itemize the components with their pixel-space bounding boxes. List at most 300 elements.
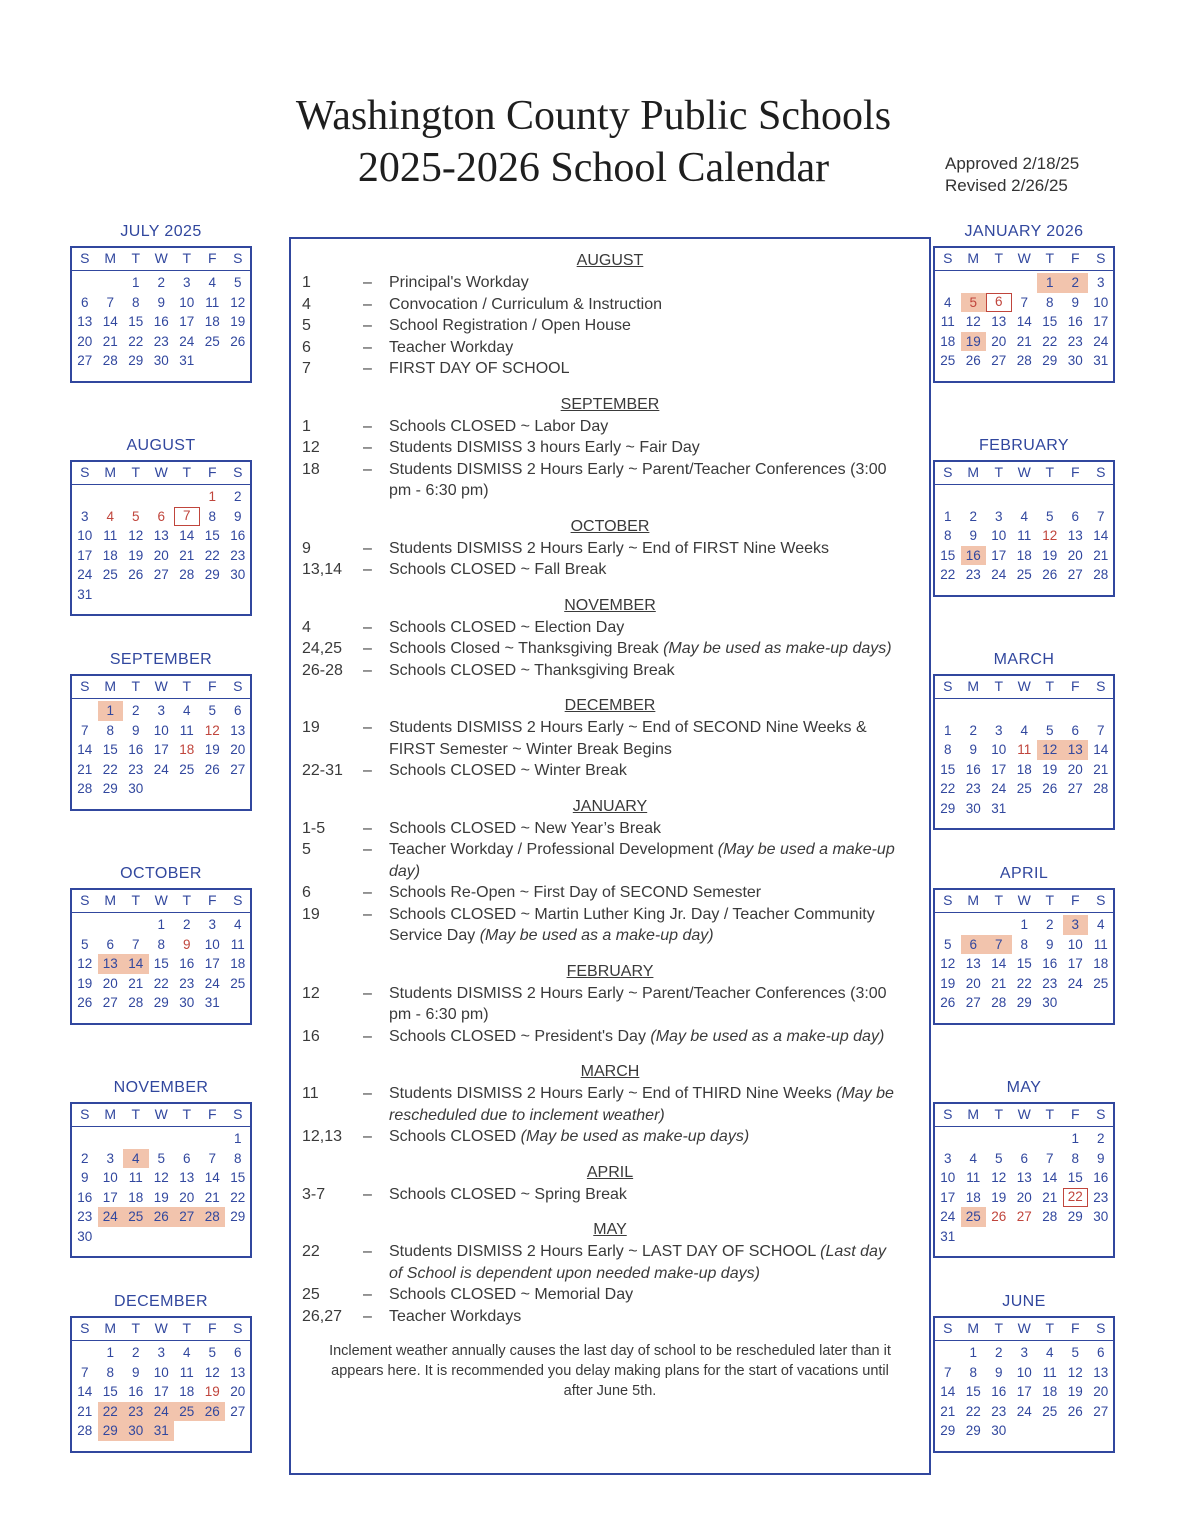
calendar-day: 1 (157, 917, 165, 932)
calendar-day: 8 (1071, 1150, 1079, 1166)
calendar-day: 23 (965, 781, 981, 796)
calendar-day: 17 (1016, 1384, 1032, 1399)
event-dates: 7 (302, 360, 311, 377)
inclement-weather-note: Inclement weather annually causes the last day of school to be rescheduled later than it appears here. It is recommended you delay making plans for the start of vacations until after June 5th. (329, 1343, 891, 1399)
calendar-day: 18 (1016, 761, 1032, 777)
calendar-day: 24 (153, 761, 169, 777)
calendar-empty-cell (1012, 799, 1038, 819)
event-description-text: Schools CLOSED ~ Winter Break (389, 762, 627, 779)
calendar-day: 28 (77, 1423, 93, 1438)
calendar-day: 28 (1016, 353, 1032, 368)
dash: – (363, 460, 372, 478)
weekday-header: F (1070, 1320, 1080, 1336)
calendar-day: 25 (1042, 1403, 1058, 1419)
calendar-empty-cell (1012, 1129, 1038, 1149)
calendar-grid (933, 246, 1115, 383)
calendar-day: 14 (77, 742, 93, 757)
calendar-day: 13 (991, 314, 1007, 329)
calendar-day: 13 (1093, 1364, 1109, 1380)
dash: – (363, 1185, 372, 1203)
event-dates: 18 (302, 460, 320, 478)
event-dates: 12,13 (302, 1128, 343, 1145)
event-dates: 19 (302, 719, 320, 736)
calendar-day: 14 (1093, 528, 1109, 543)
event-description-text: Schools Closed ~ Thanksgiving Break (389, 640, 664, 657)
calendar-day: 30 (123, 1421, 149, 1441)
calendar-day: 7 (1096, 508, 1105, 524)
weekday-header: T (131, 1106, 141, 1122)
calendar-day: 9 (233, 508, 242, 524)
event-description-text: Schools CLOSED (389, 1128, 521, 1145)
weekday-header: S (1096, 1106, 1106, 1122)
calendar-day: 6 (961, 935, 987, 955)
calendar-week-row (935, 1421, 1113, 1441)
calendar-day: 7 (174, 507, 200, 527)
calendar-day: 29 (153, 995, 169, 1010)
event-description-text: Schools CLOSED ~ Election Day (389, 618, 625, 636)
calendar-day: 20 (1067, 761, 1083, 777)
calendar-day: 24 (149, 1402, 175, 1422)
calendar-day: 8 (943, 742, 952, 757)
calendar-day: 30 (77, 1228, 93, 1244)
weekday-header: S (80, 892, 90, 908)
calendar-day: 30 (1042, 995, 1058, 1010)
calendar-day: 9 (182, 936, 191, 952)
calendar-title: MARCH (993, 651, 1055, 668)
calendar-day: 23 (230, 547, 246, 563)
weekday-header: S (1096, 1320, 1106, 1336)
calendar-day: 11 (1017, 528, 1032, 543)
calendar-day: 12 (153, 1170, 169, 1185)
weekday-header: T (994, 892, 1004, 908)
weekday-header: S (233, 1106, 243, 1122)
calendar-day: 3 (994, 722, 1003, 738)
weekday-header-row (935, 462, 1113, 485)
calendar-day: 18 (1016, 547, 1032, 563)
weekday-header: F (207, 1320, 217, 1336)
calendar-empty-cell (174, 1129, 200, 1149)
events-panel (289, 237, 931, 1475)
calendar-week-row (72, 974, 250, 994)
event-dates: 22-31 (302, 762, 343, 779)
event-dates: 26-28 (302, 661, 343, 679)
calendar-day: 31 (179, 353, 195, 368)
calendar-week-row (935, 1149, 1113, 1169)
event-month-heading: SEPTEMBER (560, 395, 660, 413)
calendar-empty-cell (200, 1421, 226, 1441)
calendar-grid (933, 888, 1115, 1025)
calendar-day: 26 (149, 1207, 175, 1227)
calendar-day: 10 (77, 528, 93, 543)
calendar-day: 27 (153, 567, 169, 582)
page-title: Washington County Public Schools (295, 93, 892, 139)
event-row (291, 1126, 929, 1148)
calendar-day: 21 (991, 975, 1007, 991)
event-month-heading: AUGUST (576, 252, 644, 269)
weekday-header: M (967, 250, 980, 266)
events-list (291, 250, 929, 1327)
calendar-day: 23 (179, 975, 195, 991)
calendar-empty-cell (174, 487, 200, 507)
calendar-day: 30 (153, 353, 169, 368)
calendar-day: 20 (1067, 547, 1083, 563)
calendar-day: 29 (940, 1423, 956, 1438)
calendar-day: 5 (131, 508, 140, 524)
calendar-day: 16 (77, 1189, 93, 1205)
calendar-day: 27 (174, 1207, 200, 1227)
calendar-day: 31 (149, 1421, 175, 1441)
calendar-day: 25 (123, 1207, 149, 1227)
calendar-day: 15 (940, 761, 956, 777)
calendar-day: 13 (1016, 1170, 1032, 1185)
calendar-day: 15 (102, 742, 118, 757)
event-description-italic: (May be used as make-up days) (520, 1128, 750, 1145)
calendar-day: 27 (965, 995, 981, 1010)
weekday-header: S (233, 678, 243, 694)
event-description (389, 416, 929, 438)
event-description (389, 337, 929, 359)
calendar-day: 9 (1096, 1150, 1105, 1166)
calendar-day: 5 (233, 275, 242, 290)
weekday-header: F (1070, 892, 1080, 908)
dash: – (363, 1085, 372, 1102)
calendar-day: 24 (991, 781, 1007, 796)
event-description-text: Teacher Workday / Professional Development (389, 841, 718, 858)
calendar-day: 29 (128, 353, 144, 368)
calendar-week-row (935, 312, 1113, 332)
calendar-day: 16 (128, 1384, 144, 1399)
calendar-week-row (935, 1188, 1113, 1208)
calendar-day: 8 (233, 1150, 242, 1166)
calendar-empty-cell (225, 993, 251, 1013)
calendar-title: OCTOBER (120, 865, 202, 882)
event-row (291, 983, 929, 1026)
calendar-day: 9 (131, 1364, 140, 1380)
calendar-empty-cell (1037, 701, 1063, 721)
calendar-day: 25 (179, 761, 195, 777)
calendar-title: MAY (1006, 1079, 1042, 1096)
calendar-day: 4 (123, 1149, 149, 1169)
event-row (291, 1241, 929, 1284)
calendar-day: 4 (1020, 722, 1028, 738)
event-description-italic: (May be used as make-up days) (663, 640, 892, 657)
weekday-header: T (1045, 250, 1055, 266)
event-dates: 6 (302, 884, 311, 901)
event-dates: 11 (302, 1085, 319, 1102)
calendar-day: 16 (153, 314, 169, 329)
calendar-day: 4 (106, 508, 114, 524)
weekday-header: F (207, 678, 217, 694)
weekday-header: T (994, 464, 1004, 480)
calendar-empty-cell (935, 1343, 961, 1363)
calendar-empty-cell (149, 585, 175, 605)
calendar-day: 29 (98, 1421, 124, 1441)
calendar-day: 10 (102, 1170, 118, 1185)
calendar-week-row (935, 799, 1113, 819)
calendar-title: DECEMBER (114, 1293, 208, 1310)
weekday-header: S (943, 1320, 953, 1336)
calendar-day: 6 (106, 936, 114, 952)
event-row (291, 538, 929, 560)
calendar-grid (70, 246, 252, 383)
calendar-day: 2 (969, 508, 977, 524)
event-description-text: Students DISMISS 3 hours Early ~ Fair Day (389, 439, 700, 456)
event-row (291, 272, 929, 294)
mini-calendar-august (70, 436, 252, 646)
calendar-day: 6 (1096, 1345, 1105, 1360)
calendar-day: 2 (969, 722, 977, 738)
calendar-empty-cell (98, 585, 124, 605)
weekday-header-row (72, 890, 250, 913)
calendar-week-row (72, 526, 250, 546)
weekday-header: S (1096, 678, 1106, 694)
calendar-day: 26 (991, 1209, 1007, 1224)
calendar-day: 26 (200, 1402, 226, 1422)
calendar-day: 27 (1093, 1403, 1109, 1419)
calendar-empty-cell (1037, 799, 1063, 819)
weekday-header: W (154, 1106, 168, 1122)
calendar-day: 20 (179, 1189, 195, 1205)
calendar-day: 16 (965, 761, 981, 777)
calendar-grid (70, 674, 252, 811)
calendar-day: 18 (204, 314, 220, 329)
weekday-header: T (182, 1320, 192, 1336)
calendar-day: 11 (1017, 742, 1032, 757)
calendar-day: 31 (77, 586, 93, 602)
calendar-day: 2 (157, 275, 165, 290)
event-row (291, 358, 929, 380)
calendar-day: 4 (208, 275, 216, 290)
calendar-week-row (935, 974, 1113, 994)
dash: – (363, 1027, 372, 1045)
calendar-day: 27 (230, 761, 246, 777)
calendar-day: 29 (1067, 1209, 1083, 1224)
approval-block (945, 153, 1079, 197)
event-description-italic: (May be used a make-up day) (389, 841, 895, 880)
calendar-day: 6 (1020, 1150, 1028, 1166)
event-row (291, 1284, 929, 1306)
event-row (291, 904, 929, 947)
mini-calendar-december (70, 1292, 252, 1502)
calendar-grid (933, 674, 1115, 830)
calendar-day: 13 (98, 954, 124, 974)
calendar-day: 19 (230, 314, 246, 329)
calendar-day: 10 (940, 1170, 956, 1185)
calendar-day: 17 (204, 956, 220, 971)
event-description-text: Students DISMISS 2 Hours Early ~ LAST DAY OF SCHOOL (389, 1243, 821, 1260)
event-description-text: Teacher Workday (389, 338, 514, 356)
calendar-week-row (72, 1149, 250, 1169)
calendar-empty-cell (961, 1129, 987, 1149)
calendar-day: 27 (1067, 781, 1083, 796)
calendar-day: 9 (80, 1170, 89, 1185)
calendar-week-row (72, 1421, 250, 1441)
calendar-day: 5 (961, 293, 987, 313)
calendar-day: 14 (991, 956, 1007, 971)
mini-calendar-november (70, 1078, 252, 1288)
calendar-week-row (72, 565, 250, 585)
event-description (389, 839, 929, 882)
calendar-empty-cell (961, 1227, 987, 1247)
calendar-week-row (72, 721, 250, 741)
calendar-day: 22 (204, 547, 220, 563)
event-description-text: Students DISMISS 2 Hours Early ~ End of THIRD Nine Weeks (389, 1085, 837, 1102)
calendar-day: 10 (1093, 294, 1109, 310)
calendar-day: 12 (77, 956, 93, 971)
calendar-day: 19 (1042, 761, 1058, 777)
calendar-week-row (72, 1382, 250, 1402)
calendar-day: 29 (965, 1423, 981, 1438)
calendar-week-row (72, 1343, 250, 1363)
calendar-empty-cell (225, 1421, 251, 1441)
calendar-day: 21 (128, 975, 144, 991)
calendar-day: 8 (157, 936, 165, 952)
calendar-day: 21 (204, 1189, 220, 1205)
dash: – (363, 661, 372, 679)
calendar-day: 24 (1093, 333, 1109, 349)
page-subtitle: 2025-2026 School Calendar (357, 145, 830, 191)
calendar-title: FEBRUARY (978, 437, 1070, 454)
dash: – (363, 439, 372, 456)
event-description-text: Students DISMISS 2 Hours Early ~ End of FIRST Nine Weeks (389, 539, 830, 557)
mini-calendar-april (933, 864, 1115, 1074)
calendar-empty-cell (1012, 273, 1038, 293)
calendar-week-row (72, 487, 250, 507)
calendar-day: 4 (943, 294, 952, 310)
calendar-empty-cell (1012, 701, 1038, 721)
calendar-day: 30 (991, 1423, 1007, 1438)
event-description (389, 358, 929, 380)
weekday-header: F (207, 892, 217, 908)
calendar-day: 10 (153, 722, 169, 738)
calendar-day: 9 (131, 722, 140, 738)
weekday-header: M (967, 892, 980, 908)
event-dates: 25 (302, 1286, 320, 1303)
calendar-empty-cell (200, 1227, 226, 1247)
calendar-day: 23 (991, 1403, 1007, 1419)
calendar-week-row (72, 993, 250, 1013)
calendar-day: 22 (128, 333, 144, 349)
event-description (389, 1126, 929, 1148)
calendar-day: 5 (1045, 508, 1054, 524)
calendar-day: 4 (1020, 508, 1028, 524)
calendar-day: 19 (1067, 1384, 1083, 1399)
calendar-week-row (935, 1343, 1113, 1363)
calendar-day: 22 (940, 567, 956, 582)
calendar-day: 8 (1020, 936, 1028, 952)
calendar-day: 4 (969, 1150, 977, 1166)
calendar-day: 7 (80, 722, 89, 738)
calendar-empty-cell (98, 1129, 124, 1149)
calendar-day: 14 (77, 1384, 93, 1399)
calendar-day: 13 (1063, 740, 1089, 760)
calendar-title: APRIL (999, 865, 1049, 882)
calendar-day: 17 (153, 742, 169, 757)
dash: – (363, 561, 372, 578)
calendar-day: 22 (1016, 975, 1032, 991)
weekday-header: S (233, 892, 243, 908)
weekday-header: S (1096, 464, 1106, 480)
calendar-day: 14 (123, 954, 149, 974)
dash: – (363, 1286, 372, 1303)
calendar-day: 31 (1093, 353, 1109, 368)
calendar-week-row (935, 332, 1113, 352)
calendar-day: 3 (1063, 915, 1089, 935)
event-section-october (291, 516, 929, 581)
weekday-header: F (1070, 678, 1080, 694)
event-description-text: Schools CLOSED ~ Labor Day (389, 417, 609, 435)
calendar-day: 29 (940, 800, 956, 816)
calendar-day: 5 (80, 936, 89, 952)
calendar-week-row (935, 546, 1113, 566)
calendar-day: 3 (208, 917, 216, 932)
calendar-day: 17 (102, 1189, 118, 1205)
dash: – (363, 274, 372, 291)
calendar-empty-cell (961, 273, 987, 293)
calendar-week-row (935, 935, 1113, 955)
calendar-day: 6 (233, 703, 242, 718)
right-calendar-column (933, 218, 1115, 1502)
calendar-day: 27 (1016, 1209, 1032, 1224)
calendar-day: 1 (233, 1131, 242, 1146)
calendar-day: 20 (102, 975, 118, 991)
mini-calendar-september (70, 650, 252, 860)
calendar-empty-cell (123, 487, 149, 507)
event-row (291, 638, 929, 660)
event-dates: 6 (302, 338, 311, 356)
calendar-day: 10 (1016, 1364, 1032, 1380)
event-description-italic: (May be used as a make-up day) (650, 1027, 885, 1045)
weekday-header: F (207, 1106, 217, 1122)
weekday-header: W (154, 1320, 168, 1336)
weekday-header: W (154, 678, 168, 694)
calendar-empty-cell (72, 1129, 98, 1149)
calendar-week-row (72, 507, 250, 527)
calendar-day: 23 (1042, 975, 1058, 991)
calendar-day: 17 (940, 1189, 956, 1205)
weekday-header: W (154, 892, 168, 908)
weekday-header: W (1017, 892, 1031, 908)
calendar-empty-cell (200, 1129, 226, 1149)
calendar-empty-cell (1012, 1421, 1038, 1441)
calendar-day: 28 (128, 995, 144, 1010)
calendar-day: 3 (106, 1150, 114, 1166)
calendar-empty-cell (149, 779, 175, 799)
calendar-day: 9 (1045, 936, 1054, 952)
calendar-empty-cell (149, 1227, 175, 1247)
calendar-day: 30 (230, 567, 246, 582)
event-month-heading: APRIL (586, 1163, 634, 1181)
dash: – (363, 905, 372, 923)
calendar-week-row (935, 1363, 1113, 1383)
calendar-day: 21 (77, 761, 93, 777)
dash: – (363, 1307, 372, 1325)
event-dates: 5 (302, 841, 311, 858)
calendar-day: 30 (965, 800, 981, 816)
calendar-empty-cell (174, 585, 200, 605)
calendar-week-row (72, 1207, 250, 1227)
calendar-day: 9 (969, 528, 977, 543)
calendar-empty-cell (123, 585, 149, 605)
calendar-day: 15 (153, 956, 169, 971)
calendar-day: 12 (128, 528, 144, 543)
weekday-header: F (1070, 1106, 1080, 1122)
calendar-day: 2 (1063, 273, 1089, 293)
calendar-day: 4 (1045, 1345, 1054, 1360)
event-description-text: FIRST DAY OF SCHOOL (389, 360, 570, 377)
weekday-header-row (935, 248, 1113, 271)
calendar-empty-cell (986, 273, 1012, 293)
